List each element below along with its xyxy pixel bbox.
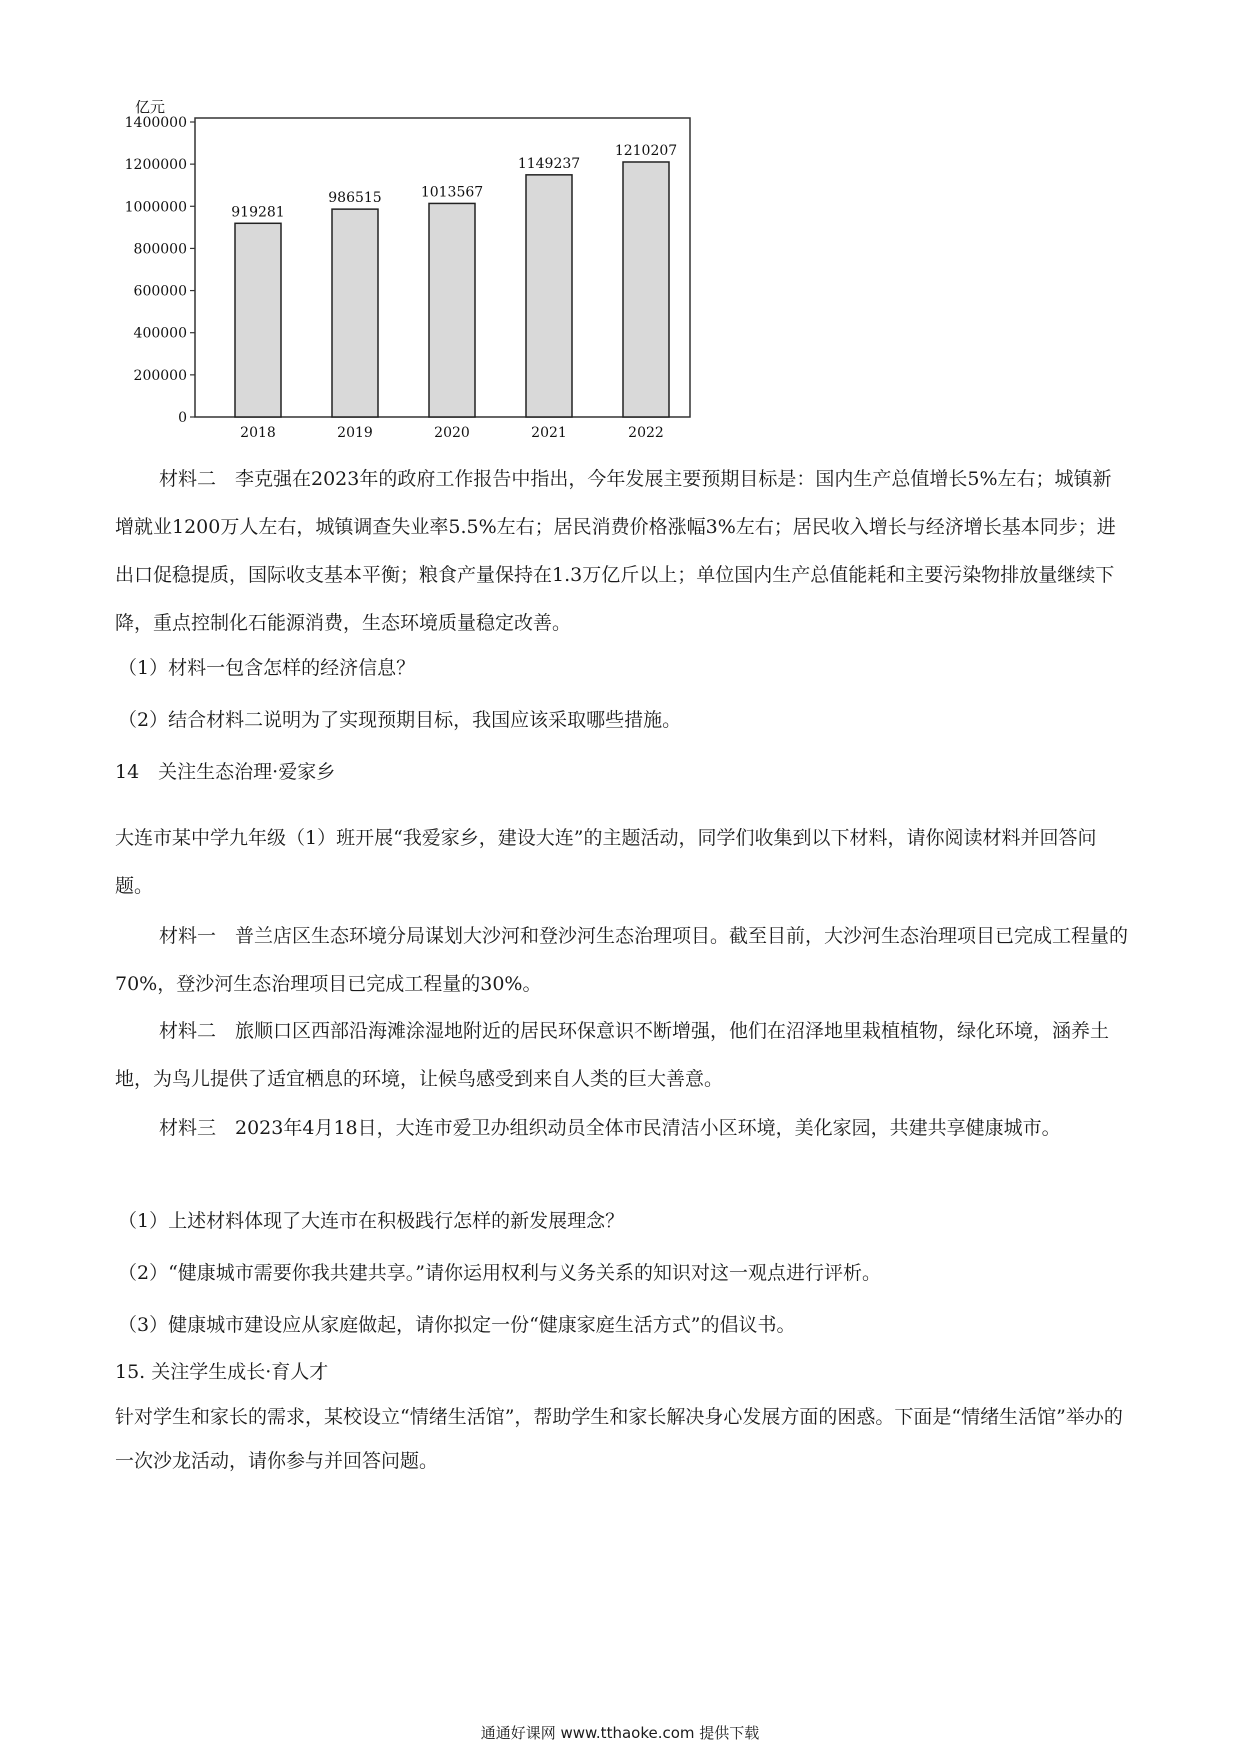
data-label: 986515 [328,190,382,207]
q13-sub-question-2: （2）结合材料二说明为了实现预期目标，我国应该采取哪些措施。 [118,709,682,731]
bar [235,223,281,417]
bar [526,175,572,417]
x-tick-label: 2018 [240,425,276,441]
q13-material-2: 材料二 李克强在2023年的政府工作报告中指出，今年发展主要预期目标是：国内生产总值增长5%左右；城镇新增就业1200万人左右，城镇调查失业率5.5%左右；居民消费价格涨幅3%左右；居民收入增长与经济增长基本同步；进出口促稳提质，国际收支基本平衡；粮食产量保持在1.3万亿斤以上；单位国内生产总值能耗和主要污染物排放量继续下降，重点控制化石能源消费，生态环境质量稳定改善。 [115,468,1116,634]
q15-intro: 针对学生和家长的需求，某校设立“情绪生活馆”，帮助学生和家长解决身心发展方面的困惑。下面是“情绪生活馆”举办的一次沙龙活动，请你参与并回答问题。 [115,1406,1123,1472]
q14-title: 14 关注生态治理·爱家乡 [115,761,336,783]
q14-sub-question-3: （3）健康城市建设应从家庭做起，请你拟定一份“健康家庭生活方式”的倡议书。 [118,1314,796,1336]
data-label: 919281 [231,204,285,221]
bar [429,203,475,417]
q14-material-3: 材料三 2023年4月18日，大连市爱卫办组织动员全体市民清洁小区环境，美化家园，共建共享健康城市。 [159,1117,1061,1139]
q14-material-2: 材料二 旅顺口区西部沿海滩涂湿地附近的居民环保意识不断增强，他们在沼泽地里栽植植物，绿化环境，涵养土地，为鸟儿提供了适宜栖息的环境，让候鸟感受到来自人类的巨大善意。 [115,1020,1110,1090]
q13-sub-question-1: （1）材料一包含怎样的经济信息？ [118,657,416,679]
y-tick-label: 600000 [133,283,187,300]
y-tick-label: 800000 [133,241,187,258]
y-tick-label: 0 [178,410,187,426]
x-tick-label: 2021 [531,425,567,441]
q14-material-1: 材料一 普兰店区生态环境分局谋划大沙河和登沙河生态治理项目。截至目前，大沙河生态治理项目已完成工程量的70%，登沙河生态治理项目已完成工程量的30%。 [115,925,1129,995]
gdp-bar-chart [110,100,710,445]
y-tick-label: 1000000 [124,199,187,216]
data-label: 1149237 [517,155,581,172]
data-label: 1210207 [614,142,678,159]
y-tick-label: 1200000 [124,157,187,174]
footer-source: 通通好课网 www.tthaoke.com 提供下载 [480,1724,760,1742]
q14-sub-question-2: （2）“健康城市需要你我共建共享。”请你运用权利与义务关系的知识对这一观点进行评析。 [118,1262,882,1284]
y-tick-label: 1400000 [124,115,187,131]
q14-sub-question-1: （1）上述材料体现了大连市在积极践行怎样的新发展理念？ [118,1210,625,1232]
data-label: 1013567 [420,184,484,201]
q14-intro: 大连市某中学九年级（1）班开展“我爱家乡，建设大连”的主题活动，同学们收集到以下材料，请你阅读材料并回答问题。 [115,827,1097,897]
y-tick-label: 200000 [133,367,187,384]
x-tick-label: 2019 [337,425,373,441]
bar [332,209,378,417]
bar [623,162,669,417]
x-tick-label: 2020 [434,425,470,441]
x-tick-label: 2022 [628,425,664,441]
y-unit-label: 亿元 [135,100,166,116]
y-tick-label: 400000 [133,325,187,342]
q15-title: 15. 关注学生成长·育人才 [115,1361,329,1383]
